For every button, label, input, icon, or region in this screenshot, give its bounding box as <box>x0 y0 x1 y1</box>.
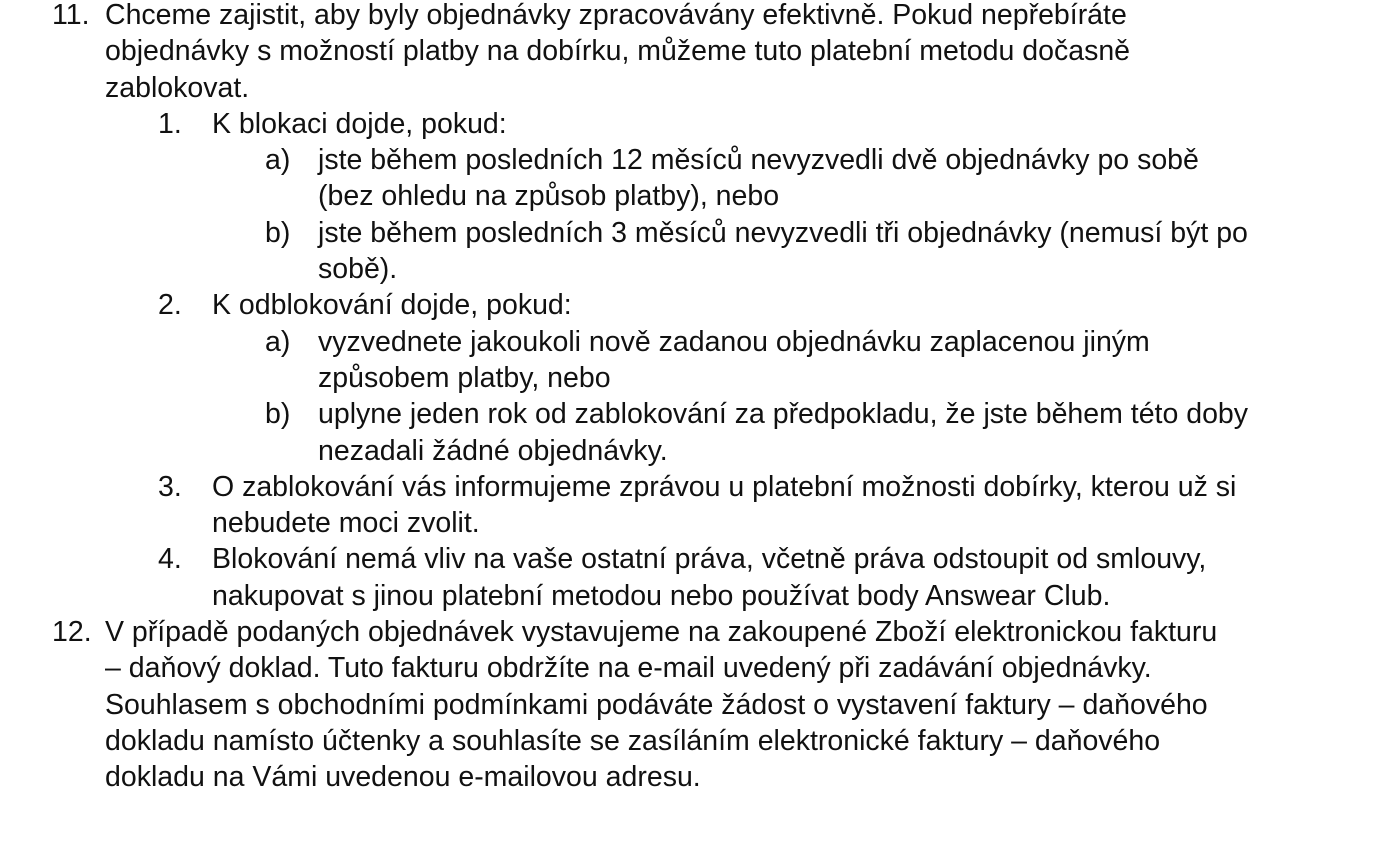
text-line: jste během posledních 3 měsíců nevyzvedli tři objednávky (nemusí být po <box>318 216 1248 249</box>
list-marker: 3. <box>158 470 182 503</box>
paragraph-text <box>212 287 1350 323</box>
list-marker: 1. <box>158 107 182 140</box>
text-line: Chceme zajistit, aby byly objednávky zpracovávány efektivně. Pokud nepřebíráte <box>105 0 1127 31</box>
list-item-11-3 <box>0 469 1400 542</box>
paragraph-text <box>212 106 1350 142</box>
list-marker: 12. <box>52 616 92 649</box>
list-marker: a) <box>265 325 291 358</box>
paragraph-text <box>105 614 1350 795</box>
list-item-11-2-b <box>0 396 1400 469</box>
paragraph-text <box>318 396 1350 469</box>
text-line: Souhlasem s obchodními podmínkami podáváte žádost o vystavení faktury – daňového <box>105 688 1208 721</box>
paragraph-text <box>318 324 1350 397</box>
text-line: nakupovat s jinou platební metodou nebo používat body Answear Club. <box>212 579 1111 612</box>
list-marker: b) <box>265 398 291 431</box>
text-line: nebudete moci zvolit. <box>212 507 480 540</box>
text-line: dokladu na Vámi uvedenou e-mailovou adresu. <box>105 761 701 794</box>
text-line: V případě podaných objednávek vystavujeme na zakoupené Zboží elektronickou fakturu <box>105 616 1218 649</box>
text-line: vyzvednete jakoukoli nově zadanou objednávku zaplacenou jiným <box>318 325 1150 358</box>
text-line: nezadali žádné objednávky. <box>318 434 668 467</box>
text-line: objednávky s možností platby na dobírku, můžeme tuto platební metodu dočasně <box>105 35 1131 68</box>
text-line: O zablokování vás informujeme zprávou u platební možnosti dobírky, kterou už si <box>212 470 1237 503</box>
text-line: K blokaci dojde, pokud: <box>212 107 507 140</box>
list-item-12 <box>0 614 1400 795</box>
text-line: Blokování nemá vliv na vaše ostatní práva, včetně práva odstoupit od smlouvy, <box>212 543 1207 576</box>
list-item-11-1-b <box>0 215 1400 288</box>
paragraph-text <box>212 469 1350 542</box>
text-line: (bez ohledu na způsob platby), nebo <box>318 180 780 213</box>
text-line: jste během posledních 12 měsíců nevyzvedli dvě objednávky po sobě <box>318 144 1199 177</box>
list-item-11-1 <box>0 106 1400 142</box>
list-marker: a) <box>265 144 291 177</box>
list-item-11-2-a <box>0 324 1400 397</box>
text-line: dokladu namísto účtenky a souhlasíte se zasíláním elektronické faktury – daňového <box>105 724 1161 757</box>
text-line: K odblokování dojde, pokud: <box>212 289 572 322</box>
text-line: sobě). <box>318 253 398 286</box>
paragraph-text <box>318 215 1350 288</box>
text-line: způsobem platby, nebo <box>318 361 611 394</box>
paragraph-text <box>105 0 1350 106</box>
list-marker: 4. <box>158 543 182 576</box>
text-line: – daňový doklad. Tuto fakturu obdržíte na e-mail uvedený při zadávání objednávky. <box>105 652 1152 685</box>
list-item-11-2 <box>0 287 1400 323</box>
list-marker: b) <box>265 216 291 249</box>
text-line: zablokovat. <box>105 71 250 104</box>
paragraph-text <box>212 541 1350 614</box>
list-item-11 <box>0 0 1400 106</box>
list-item-11-1-a <box>0 142 1400 215</box>
text-line: uplyne jeden rok od zablokování za předpokladu, že jste během této doby <box>318 398 1249 431</box>
list-marker: 11. <box>52 0 90 31</box>
paragraph-text <box>318 142 1350 215</box>
list-item-11-4 <box>0 541 1400 614</box>
list-marker: 2. <box>158 289 182 322</box>
